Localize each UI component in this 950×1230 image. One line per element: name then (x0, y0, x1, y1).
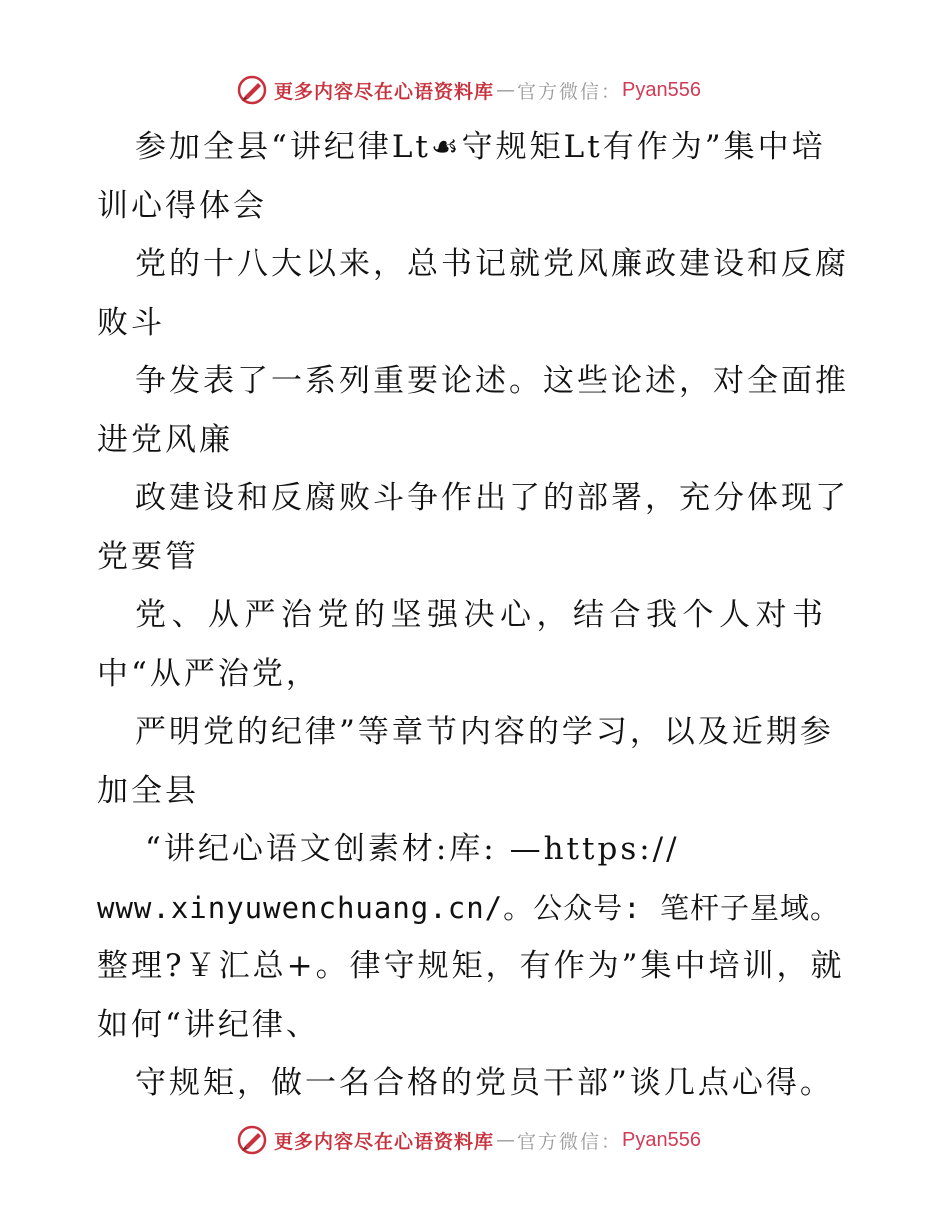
text-line: 政建设和反腐败斗争作出了的部署，充分体现了 (135, 480, 849, 516)
text-line: 训心得体会 (97, 187, 267, 224)
banner-wechat-id: Pyan556 (622, 78, 701, 101)
text-line: 争发表了一系列重要论述。这些论述，对全面推 (135, 363, 849, 399)
banner-official-label: 官方微信： (517, 1130, 623, 1153)
text-line: 中“从严治党， (97, 655, 320, 692)
brush-logo-icon (236, 1124, 268, 1156)
text-line: 如何“讲纪律、 (97, 1006, 320, 1043)
text-line: 败斗 (97, 304, 165, 341)
banner-official-label: 官方微信： (517, 80, 623, 103)
text-line: 加全县 (97, 772, 199, 809)
text-line: 党要管 (97, 538, 199, 575)
header-banner (236, 73, 701, 107)
text-line: 进党风廉 (97, 421, 233, 458)
text-line: 参加全县“讲纪律Lt﻿☙守规矩Lt有作为”集中培 (135, 129, 826, 165)
banner-site-text: 更多内容尽在心语资料库 (274, 1130, 495, 1153)
text-line: 党、从严治党的坚强决心，结合我个人对书 (135, 597, 829, 633)
banner-dash: — (496, 79, 516, 101)
banner-site-text: 更多内容尽在心语资料库 (274, 80, 495, 103)
text-line: 严明党的纪律”等章节内容的学习，以及近期参 (135, 714, 834, 750)
text-line: www.xinyuwenchuang.cn/。公众号: 笔杆子星域。 (97, 890, 841, 925)
banner-wechat-id: Pyan556 (622, 1128, 701, 1151)
document-body (97, 118, 897, 1113)
text-line: 党的十八大以来，总书记就党风廉政建设和反腐 (135, 246, 849, 282)
footer-banner (236, 1123, 701, 1157)
text-line: “讲纪心语文创素材:库: —https:// (145, 831, 680, 867)
brush-logo-icon (236, 74, 268, 106)
banner-dash: — (496, 1129, 516, 1151)
text-line: 守规矩，做一名合格的党员干部”谈几点心得。 (135, 1065, 834, 1101)
text-line: 整理?￥汇总+。律守规矩，有作为”集中培训，就 (97, 948, 845, 984)
